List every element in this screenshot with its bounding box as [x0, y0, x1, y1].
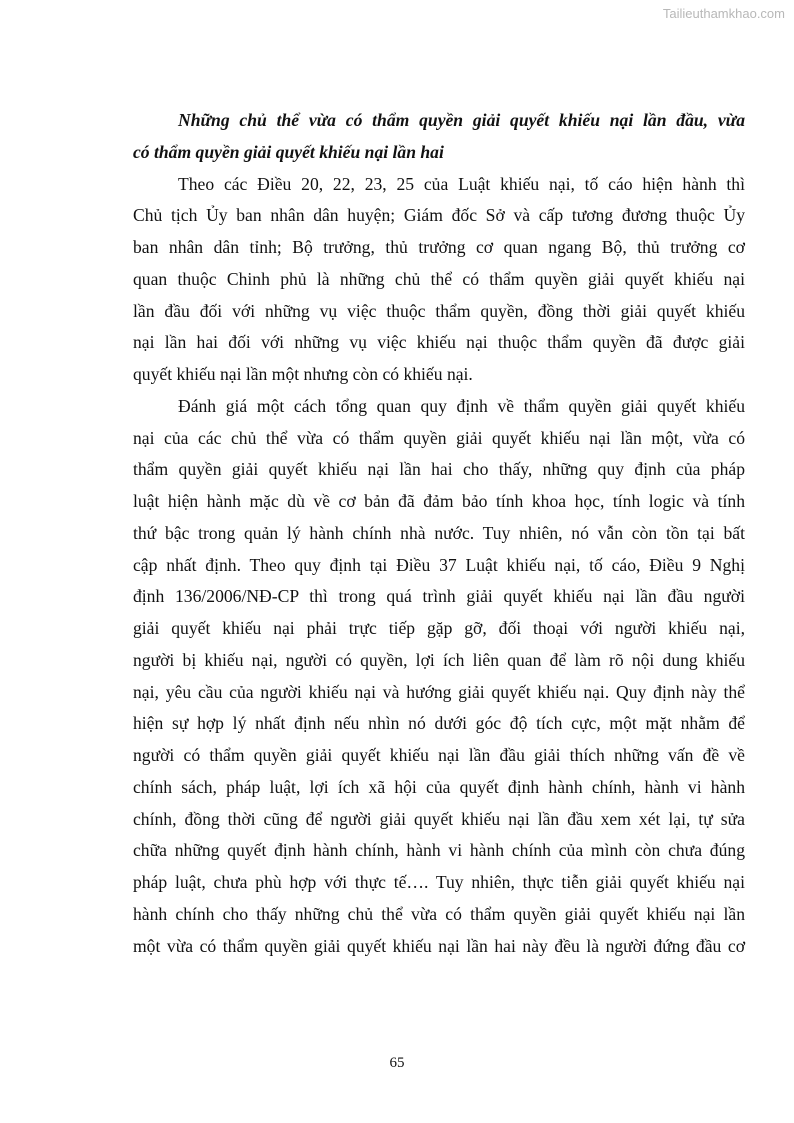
watermark: Tailieuthamkhao.com [662, 6, 785, 21]
paragraph-line: hiện sự hợp lý nhất định nếu nhìn nó dưới góc độ tích cực, một mặt nhằm để [133, 713, 745, 734]
paragraph-line: thẩm quyền giải quyết khiếu nại lần hai cho thấy, những quy định của pháp [133, 459, 745, 480]
paragraph-line: người bị khiếu nại, người có quyền, lợi ích liên quan để làm rõ nội dung khiếu [133, 649, 745, 670]
paragraph-line: chính, đồng thời cũng để người giải quyết khiếu nại lần đầu xem xét lại, tự sửa [133, 808, 745, 829]
paragraph [133, 391, 745, 963]
paragraph-line: nại lần hai đối với những vụ việc khiếu nại thuộc thẩm quyền đã được giải [133, 332, 745, 353]
paragraph-line: hành chính cho thấy những chủ thể vừa có thẩm quyền giải quyết khiếu nại lần [133, 903, 745, 924]
paragraph-line: ban nhân dân tỉnh; Bộ trưởng, thủ trưởng cơ quan ngang Bộ, thủ trưởng cơ [133, 237, 745, 257]
paragraph-line: lần đầu đối với những vụ việc thuộc thẩm quyền, đồng thời giải quyết khiếu [133, 300, 745, 321]
paragraph [133, 169, 745, 391]
heading-line: có thẩm quyền giải quyết khiếu nại lần hai [133, 141, 444, 162]
paragraph-line: chữa những quyết định hành chính, hành vi hành chính của mình còn chưa đúng [133, 840, 745, 861]
paragraph-line: Chủ tịch Ủy ban nhân dân huyện; Giám đốc Sở và cấp tương đương thuộc Ủy [133, 205, 745, 226]
paragraph-line: người có thẩm quyền giải quyết khiếu nại lần đầu giải thích những vấn đề về [133, 745, 745, 765]
paragraph-line: định 136/2006/NĐ-CP thì trong quá trình giải quyết khiếu nại lần đầu người [133, 586, 745, 607]
paragraph-line: giải quyết khiếu nại phải trực tiếp gặp gỡ, đối thoại với người khiếu nại, [133, 618, 745, 638]
paragraph-line: chính sách, pháp luật, lợi ích xã hội của quyết định hành chính, hành vi hành [133, 776, 745, 797]
paragraph-line: nại, yêu cầu của người khiếu nại và hướng giải quyết khiếu nại. Quy định này thể [133, 681, 745, 702]
paragraph-line: cập nhất định. Theo quy định tại Điều 37 Luật khiếu nại, tố cáo, Điều 9 Nghị [133, 554, 745, 575]
paragraph-line: luật hiện hành mặc dù về cơ bản đã đảm bảo tính khoa học, tính logic và tính [133, 491, 745, 511]
paragraph-line: nại của các chủ thể vừa có thẩm quyền giải quyết khiếu nại lần một, vừa có [133, 427, 745, 448]
paragraph-line: pháp luật, chưa phù hợp với thực tế…. Tuy nhiên, thực tiễn giải quyết khiếu nại [133, 872, 745, 892]
paragraph-line: quyết khiếu nại lần một nhưng còn có khiếu nại. [133, 364, 473, 384]
page-number: 65 [389, 1055, 405, 1071]
heading-line: Những chủ thể vừa có thẩm quyền giải quyết khiếu nại lần đầu, vừa [178, 110, 745, 130]
paragraph-line: Theo các Điều 20, 22, 23, 25 của Luật khiếu nại, tố cáo hiện hành thì [178, 173, 745, 194]
paragraph-line: quan thuộc Chinh phủ là những chủ thể có thẩm quyền giải quyết khiếu nại [133, 268, 745, 289]
paragraph-line: Đánh giá một cách tổng quan quy định về thẩm quyền giải quyết khiếu [178, 395, 745, 416]
document-body [133, 105, 745, 962]
paragraph-line: thứ bậc trong quản lý hành chính nhà nước. Tuy nhiên, nó vẫn còn tồn tại bất [133, 522, 745, 543]
section-heading [133, 105, 745, 169]
paragraph-line: một vừa có thẩm quyền giải quyết khiếu nại lần hai này đều là người đứng đầu cơ [133, 935, 745, 956]
